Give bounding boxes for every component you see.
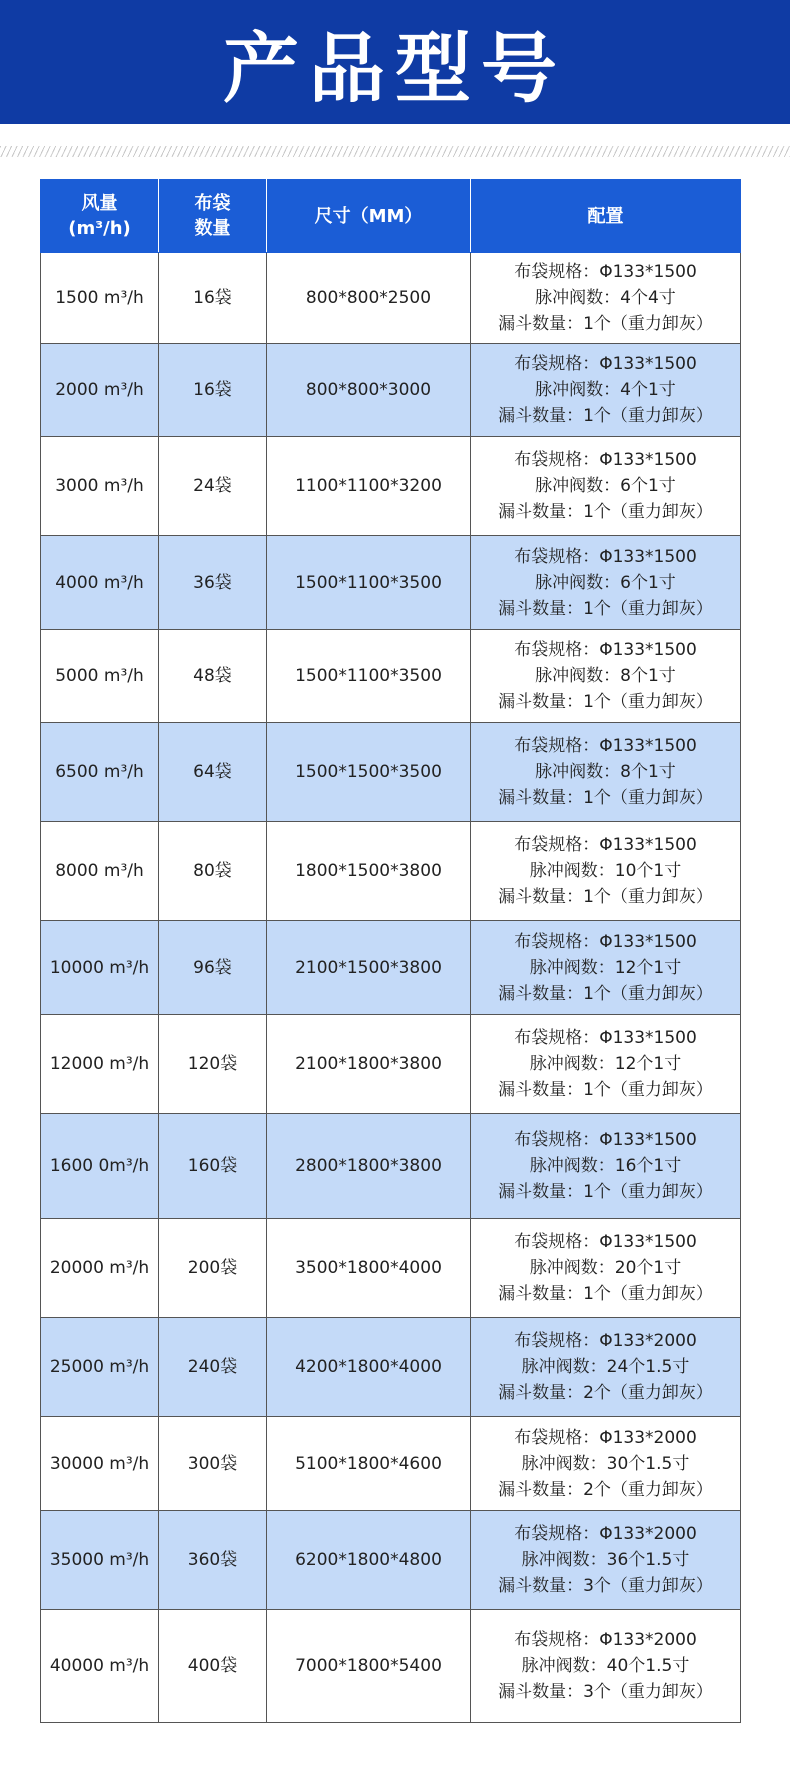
hopper-line: 漏斗数量：2个（重力卸灰） [498, 1383, 713, 1403]
bag-count-cell: 36袋 [159, 536, 267, 630]
pulse-valve-line: 脉冲阀数：8个1寸 [535, 666, 676, 686]
bag-spec-line: 布袋规格：Φ133*1500 [514, 1232, 697, 1252]
size-cell: 1500*1100*3500 [267, 630, 471, 723]
hopper-line: 漏斗数量：1个（重力卸灰） [498, 788, 713, 808]
bag-spec-line: 布袋规格：Φ133*1500 [514, 835, 697, 855]
table-row [41, 344, 741, 437]
table-row [41, 1219, 741, 1318]
config-cell [471, 723, 741, 822]
product-model-table [40, 179, 741, 1723]
bag-count-cell: 360袋 [159, 1511, 267, 1610]
hopper-line: 漏斗数量：1个（重力卸灰） [498, 983, 713, 1004]
pulse-valve-line: 脉冲阀数：4个1寸 [535, 380, 676, 400]
bag-spec-line: 布袋规格：Φ133*1500 [514, 546, 697, 567]
airflow-cell: 1600 0m³/h [41, 1114, 159, 1219]
table-row [41, 723, 741, 822]
bag-count-cell: 80袋 [159, 822, 267, 921]
bag-count-cell: 96袋 [159, 921, 267, 1015]
bag-spec-line: 布袋规格：Φ133*2000 [514, 1524, 697, 1544]
bag-count-cell: 400袋 [159, 1610, 267, 1723]
config-cell [471, 630, 741, 723]
pulse-valve-line: 脉冲阀数：24个1.5寸 [521, 1357, 690, 1377]
pulse-valve-line: 脉冲阀数：40个1.5寸 [521, 1656, 690, 1676]
config-cell [471, 1511, 741, 1610]
bag-spec-line: 布袋规格：Φ133*1500 [514, 1028, 697, 1048]
bag-spec-line: 布袋规格：Φ133*1500 [514, 931, 697, 952]
config-cell [471, 1015, 741, 1114]
hopper-line: 漏斗数量：1个（重力卸灰） [498, 598, 713, 619]
config-cell [471, 437, 741, 536]
header-bag-count [159, 180, 267, 253]
bag-count-cell: 160袋 [159, 1114, 267, 1219]
airflow-cell: 20000 m³/h [41, 1219, 159, 1318]
pulse-valve-line: 脉冲阀数：10个1寸 [529, 861, 682, 881]
size-cell: 7000*1800*5400 [267, 1610, 471, 1723]
table-row [41, 1610, 741, 1723]
bag-count-cell: 24袋 [159, 437, 267, 536]
size-cell: 2100*1800*3800 [267, 1015, 471, 1114]
table-row [41, 630, 741, 723]
pulse-valve-line: 脉冲阀数：6个1寸 [535, 476, 676, 496]
config-cell [471, 253, 741, 344]
size-cell: 3500*1800*4000 [267, 1219, 471, 1318]
bag-spec-line: 布袋规格：Φ133*1500 [514, 354, 697, 374]
bag-spec-line: 布袋规格：Φ133*1500 [514, 262, 697, 282]
header-airflow [41, 180, 159, 253]
config-cell [471, 344, 741, 437]
header-bags-line1: 布袋 [194, 193, 231, 214]
pulse-valve-line: 脉冲阀数：12个1寸 [529, 1054, 682, 1074]
table-header-row [41, 180, 741, 253]
config-cell [471, 1610, 741, 1723]
title-banner [0, 0, 790, 124]
header-bags-line2: 数量 [194, 218, 231, 239]
airflow-cell: 40000 m³/h [41, 1610, 159, 1723]
hopper-line: 漏斗数量：3个（重力卸灰） [498, 1576, 713, 1596]
hopper-line: 漏斗数量：1个（重力卸灰） [498, 1182, 713, 1202]
size-cell: 800*800*3000 [267, 344, 471, 437]
table-row [41, 1511, 741, 1610]
config-cell [471, 536, 741, 630]
table-row [41, 1114, 741, 1219]
config-cell [471, 1417, 741, 1511]
config-cell [471, 1219, 741, 1318]
airflow-cell: 3000 m³/h [41, 437, 159, 536]
pulse-valve-line: 脉冲阀数：30个1.5寸 [521, 1453, 690, 1474]
bag-count-cell: 300袋 [159, 1417, 267, 1511]
airflow-cell: 35000 m³/h [41, 1511, 159, 1610]
airflow-cell: 10000 m³/h [41, 921, 159, 1015]
table-row [41, 1417, 741, 1511]
size-cell: 2100*1500*3800 [267, 921, 471, 1015]
airflow-cell: 4000 m³/h [41, 536, 159, 630]
table-row [41, 1015, 741, 1114]
size-cell: 6200*1800*4800 [267, 1511, 471, 1610]
bag-count-cell: 16袋 [159, 344, 267, 437]
table-row [41, 822, 741, 921]
size-cell: 4200*1800*4000 [267, 1318, 471, 1417]
bag-spec-line: 布袋规格：Φ133*1500 [514, 736, 697, 756]
header-airflow-line2: (m³/h) [68, 218, 131, 239]
size-cell: 5100*1800*4600 [267, 1417, 471, 1511]
bag-count-cell: 120袋 [159, 1015, 267, 1114]
size-cell: 1500*1500*3500 [267, 723, 471, 822]
bag-count-cell: 16袋 [159, 253, 267, 344]
size-cell: 1100*1100*3200 [267, 437, 471, 536]
pulse-valve-line: 脉冲阀数：8个1寸 [535, 762, 676, 782]
airflow-cell: 2000 m³/h [41, 344, 159, 437]
airflow-cell: 30000 m³/h [41, 1417, 159, 1511]
bag-count-cell: 240袋 [159, 1318, 267, 1417]
size-cell: 1800*1500*3800 [267, 822, 471, 921]
size-cell: 1500*1100*3500 [267, 536, 471, 630]
bag-spec-line: 布袋规格：Φ133*2000 [514, 1630, 697, 1650]
bag-count-cell: 48袋 [159, 630, 267, 723]
pulse-valve-line: 脉冲阀数：20个1寸 [529, 1258, 682, 1278]
size-cell: 2800*1800*3800 [267, 1114, 471, 1219]
bag-count-cell: 64袋 [159, 723, 267, 822]
pulse-valve-line: 脉冲阀数：36个1.5寸 [521, 1550, 690, 1570]
pulse-valve-line: 脉冲阀数：12个1寸 [529, 957, 682, 978]
hopper-line: 漏斗数量：1个（重力卸灰） [498, 692, 713, 712]
airflow-cell: 5000 m³/h [41, 630, 159, 723]
airflow-cell: 1500 m³/h [41, 253, 159, 344]
hopper-line: 漏斗数量：1个（重力卸灰） [498, 314, 713, 334]
decorative-divider [0, 146, 790, 157]
config-cell [471, 1318, 741, 1417]
size-cell: 800*800*2500 [267, 253, 471, 344]
airflow-cell: 12000 m³/h [41, 1015, 159, 1114]
bag-spec-line: 布袋规格：Φ133*2000 [514, 1427, 697, 1448]
config-cell [471, 921, 741, 1015]
table-row [41, 536, 741, 630]
bag-spec-line: 布袋规格：Φ133*2000 [514, 1331, 697, 1351]
hopper-line: 漏斗数量：1个（重力卸灰） [498, 1284, 713, 1304]
bag-spec-line: 布袋规格：Φ133*1500 [514, 640, 697, 660]
header-size: 尺寸（MM） [267, 180, 471, 253]
pulse-valve-line: 脉冲阀数：16个1寸 [529, 1156, 682, 1176]
page-title: 产品型号 [223, 23, 567, 113]
config-cell [471, 1114, 741, 1219]
table-row [41, 437, 741, 536]
airflow-cell: 25000 m³/h [41, 1318, 159, 1417]
table-row [41, 921, 741, 1015]
hopper-line: 漏斗数量：1个（重力卸灰） [498, 406, 713, 426]
airflow-cell: 6500 m³/h [41, 723, 159, 822]
hopper-line: 漏斗数量：3个（重力卸灰） [498, 1682, 713, 1702]
bag-spec-line: 布袋规格：Φ133*1500 [514, 450, 697, 470]
table-row [41, 1318, 741, 1417]
table-row [41, 253, 741, 344]
header-airflow-line1: 风量 [81, 193, 118, 214]
bag-spec-line: 布袋规格：Φ133*1500 [514, 1130, 697, 1150]
hopper-line: 漏斗数量：1个（重力卸灰） [498, 1080, 713, 1100]
bag-count-cell: 200袋 [159, 1219, 267, 1318]
airflow-cell: 8000 m³/h [41, 822, 159, 921]
pulse-valve-line: 脉冲阀数：4个4寸 [535, 288, 676, 308]
hopper-line: 漏斗数量：2个（重力卸灰） [498, 1479, 713, 1500]
hopper-line: 漏斗数量：1个（重力卸灰） [498, 502, 713, 522]
pulse-valve-line: 脉冲阀数：6个1寸 [535, 572, 676, 593]
config-cell [471, 822, 741, 921]
hopper-line: 漏斗数量：1个（重力卸灰） [498, 887, 713, 907]
header-config: 配置 [471, 180, 741, 253]
